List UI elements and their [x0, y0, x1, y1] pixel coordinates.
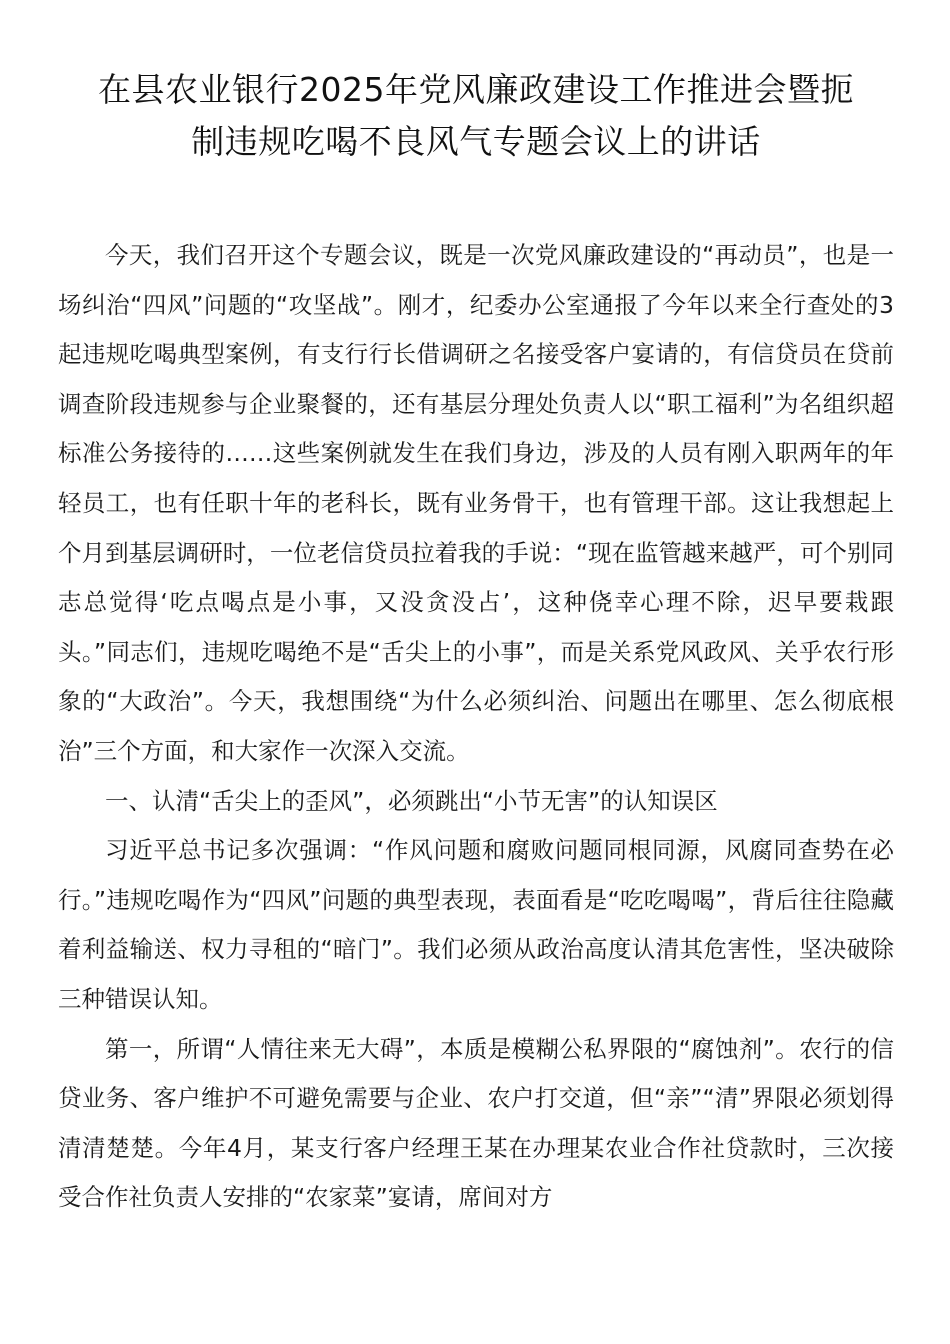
title-line-1: 在县农业银行2025年党风廉政建设工作推进会暨扼 — [98, 70, 854, 109]
paragraph-first-point: 第一，所谓“人情往来无大碍”，本质是模糊公私界限的“腐蚀剂”。农行的信贷业务、客户维护不可避免需要与企业、农户打交道，但“亲”“清”界限必须划得清清楚楚。今年4月，某支行客户经理王某在办理某农业合作社贷款时，三次接受合作社负责人安排的“农家菜”宴请，席间对方 — [58, 1034, 894, 1212]
paragraph-intro: 今天，我们召开这个专题会议，既是一次党风廉政建设的“再动员”，也是一场纠治“四风”问题的“攻坚战”。刚才，纪委办公室通报了今年以来全行查处的3起违规吃喝典型案例，有支行行长借调研之名接受客户宴请的，有信贷员在贷前调查阶段违规参与企业聚餐的，还有基层分理处负责人以“职工福利”为名组织超标准公务接待的……这些案例就发生在我们身边，涉及的人员有刚入职两年的年轻员工，也有任职十年的老科长，既有业务骨干，也有管理干部。这让我想起上个月到基层调研时，一位老信贷员拉着我的手说：“现在监管越来越严，可个别同志总觉得‘吃点喝点是小事，又没贪没占’，这种侥幸心理不除，迟早要栽跟头。”同志们，违规吃喝绝不是“舌尖上的小事”，而是关系党风政风、关乎农行形象的“大政治”。今天，我想围绕“为什么必须纠治、问题出在哪里、怎么彻底根治”三个方面，和大家作一次深入交流。 — [58, 241, 894, 765]
document-body — [58, 231, 894, 1223]
paragraph-quote: 习近平总书记多次强调：“作风问题和腐败问题同根同源，风腐同查势在必行。”违规吃喝作为“四风”问题的典型表现，表面看是“吃吃喝喝”，背后往往隐藏着利益输送、权力寻租的“暗门”。我们必须从政治高度认清其危害性，坚决破除三种错误认知。 — [58, 836, 894, 1013]
title-line-2: 制违规吃喝不良风气专题会议上的讲话 — [191, 122, 761, 161]
document-title — [58, 64, 894, 168]
section-heading-1: 一、认清“舌尖上的歪风”，必须跳出“小节无害”的认知误区 — [105, 786, 718, 815]
